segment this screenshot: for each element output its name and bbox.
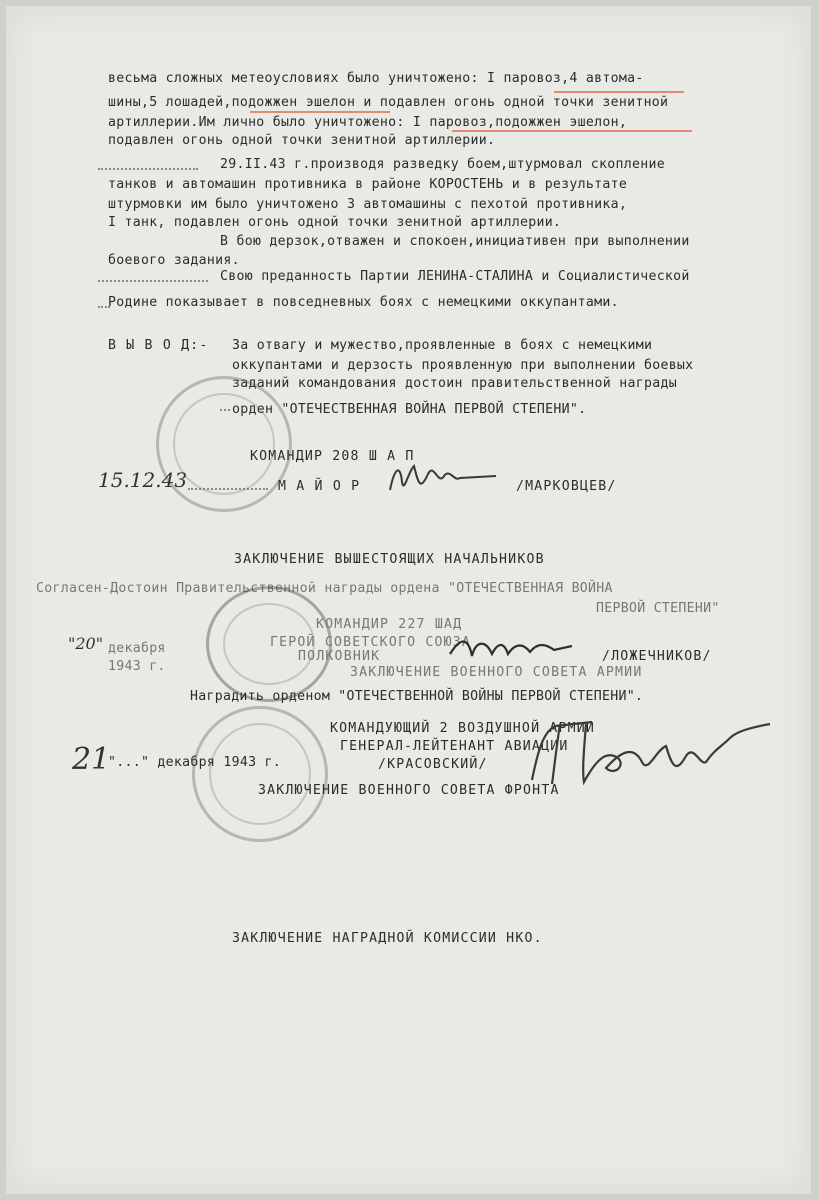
commander-title: КОМАНДИР 208 Ш А П (250, 449, 415, 464)
dotted-filler (98, 280, 208, 282)
superior-rank: ПОЛКОВНИК (298, 649, 381, 664)
superior-heading: ЗАКЛЮЧЕНИЕ ВЫШЕСТОЯЩИХ НАЧАЛЬНИКОВ (234, 552, 545, 567)
text-line-9: В бою дерзок,отважен и спокоен,инициативен при выполнении (220, 234, 690, 249)
text-line-1: весьма сложных метеоусловиях было уничтожено: I паровоз,4 автома- (108, 71, 644, 86)
text-line-3: артиллерии.Им лично было уничтожено: I паровоз,подожжен эшелон, (108, 115, 628, 130)
commander-name: /МАРКОВЦЕВ/ (516, 479, 617, 494)
text-line-7: штурмовки им было уничтожено 3 автомашины с пехотой противника, (108, 197, 628, 212)
text-line-5: 29.II.43 г.производя разведку боем,штурмовал скопление (220, 157, 665, 172)
army-commander-rank: ГЕНЕРАЛ-ЛЕЙТЕНАНТ АВИАЦИИ (340, 739, 569, 754)
commander-date-handwritten: 15.12.43 (98, 468, 188, 492)
army-award-text: Наградить орденом "ОТЕЧЕСТВЕННОЙ ВОЙНЫ ПЕРВОЙ СТЕПЕНИ". (190, 689, 644, 704)
superior-date-day: "20" (68, 634, 104, 653)
conclusion-line-3: заданий командования достоин правительственной награды (232, 376, 677, 391)
conclusion-line-2: оккупантами и дерзость проявленную при выполнении боевых (232, 358, 694, 373)
text-line-11: Свою преданность Партии ЛЕНИНА-СТАЛИНА и Социалистической (220, 269, 690, 284)
superior-date-month: декабря (108, 641, 166, 656)
text-line-4: подавлен огонь одной точки зенитной артиллерии. (108, 133, 496, 148)
conclusion-line-4: орден "ОТЕЧЕСТВЕННАЯ ВОЙНА ПЕРВОЙ СТЕПЕНИ". (232, 402, 587, 417)
army-signature (526, 710, 776, 790)
text-line-8: I танк, подавлен огонь одной точки зенитной артиллерии. (108, 215, 562, 230)
superior-commander-title: КОМАНДИР 227 ШАД (316, 617, 463, 632)
text-line-10: боевого задания. (108, 253, 240, 268)
nko-heading: ЗАКЛЮЧЕНИЕ НАГРАДНОЙ КОМИССИИ НКО. (232, 931, 543, 946)
commander-rank: М А Й О Р (278, 479, 361, 494)
text-line-6: танков и автомашин противника в районе КОРОСТЕНЬ и в результате (108, 177, 628, 192)
text-line-12: Родине показывает в повседневных боях с немецкими оккупантами. (108, 295, 619, 310)
army-date-handwritten: 21 (72, 742, 111, 777)
dotted-filler (98, 168, 198, 170)
superior-name: /ЛОЖЕЧНИКОВ/ (602, 649, 712, 664)
highlight-underline (452, 130, 692, 132)
superior-hero-title: ГЕРОЙ СОВЕТСКОГО СОЮЗА (270, 635, 472, 650)
round-seal-stamp (192, 706, 328, 842)
commander-signature (384, 452, 504, 502)
highlight-underline (554, 91, 684, 93)
army-commander-title: КОМАНДУЮЩИЙ 2 ВОЗДУШНОЙ АРМИИ (330, 721, 596, 736)
superior-signature (446, 628, 576, 668)
superior-date-year: 1943 г. (108, 659, 166, 674)
superior-agree-line: Согласен-Достоин Правительственной награды ордена "ОТЕЧЕСТВЕННАЯ ВОЙНА (36, 581, 613, 596)
army-commander-name: /КРАСОВСКИЙ/ (378, 757, 488, 772)
superior-agree-line-2: ПЕРВОЙ СТЕПЕНИ" (596, 601, 720, 616)
highlight-underline (250, 111, 390, 113)
conclusion-line-1: За отвагу и мужество,проявленные в боях с немецкими (232, 338, 653, 353)
front-heading: ЗАКЛЮЧЕНИЕ ВОЕННОГО СОВЕТА ФРОНТА (258, 783, 560, 798)
text-line-2: шины,5 лошадей,подожжен эшелон и подавлен огонь одной точки зенитной (108, 95, 669, 110)
army-date: "..." декабря 1943 г. (108, 755, 282, 770)
document-page (6, 6, 811, 1194)
conclusion-label: В Ы В О Д:- (108, 338, 209, 353)
dotted-filler (188, 488, 268, 490)
army-heading: ЗАКЛЮЧЕНИЕ ВОЕННОГО СОВЕТА АРМИИ (350, 665, 643, 680)
